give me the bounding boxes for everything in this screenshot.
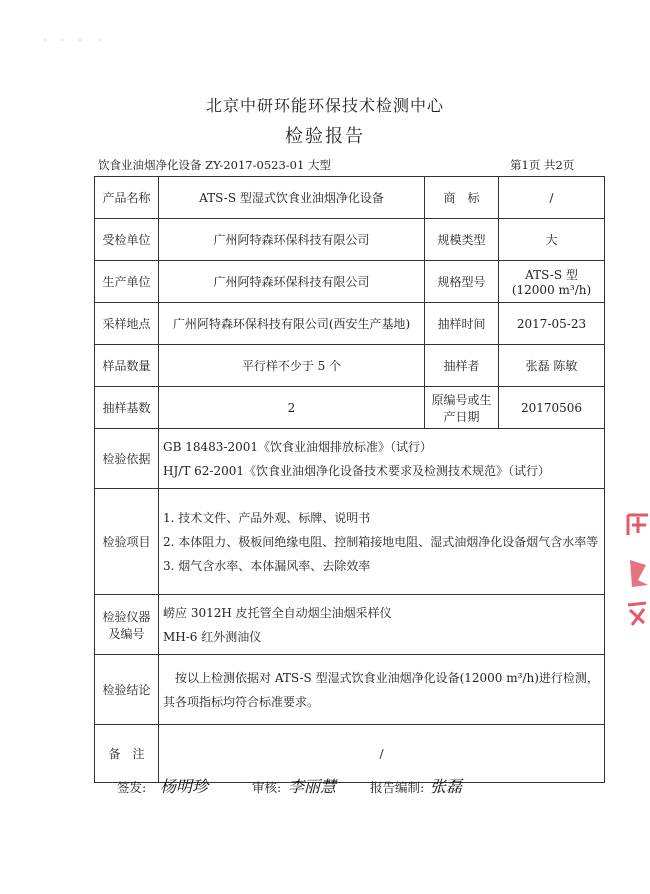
maker-label: 生产单位	[95, 261, 159, 303]
orig-value: 20170506	[499, 387, 605, 429]
table-row	[95, 387, 605, 429]
table-row	[95, 595, 605, 655]
report-title: 检验报告	[285, 126, 365, 147]
organization-name: 北京中研环能环保技术检测中心	[205, 96, 444, 115]
items-label: 检验项目	[95, 489, 159, 595]
page-number: 第1页 共2页	[510, 158, 575, 172]
model-value	[499, 261, 605, 303]
model-capacity: (12000 m³/h)	[511, 283, 592, 297]
product-name-label: 产品名称	[95, 177, 159, 219]
remark-value: /	[159, 725, 605, 783]
table-row	[95, 177, 605, 219]
remark-label: 备 注	[95, 725, 159, 783]
model-label: 规格型号	[425, 261, 499, 303]
date-label: 抽样时间	[425, 303, 499, 345]
sampler-value: 张磊 陈敏	[499, 345, 605, 387]
item-line: 1. 技术文件、产品外观、标牌、说明书	[163, 510, 371, 525]
qty-label: 样品数量	[95, 345, 159, 387]
product-name-value: ATS-S 型湿式饮食业油烟净化设备	[159, 177, 425, 219]
scan-speckles	[40, 28, 120, 48]
table-row	[95, 655, 605, 725]
site-label: 采样地点	[95, 303, 159, 345]
client-value: 广州阿特森环保科技有限公司	[159, 219, 425, 261]
table-row	[95, 429, 605, 489]
instr-label: 检验仪器及编号	[95, 595, 159, 655]
model-type: ATS-S 型	[525, 268, 578, 282]
base-value: 2	[159, 387, 425, 429]
instr-line: 崂应 3012H 皮托管全自动烟尘油烟采样仪	[163, 605, 392, 620]
table-row	[95, 261, 605, 303]
sampler-label: 抽样者	[425, 345, 499, 387]
item-line: 2. 本体阻力、极板间绝缘电阻、控制箱接地电阻、湿式油烟净化设备烟气含水率等	[163, 534, 599, 549]
basis-value	[159, 429, 605, 489]
scale-label: 规模类型	[425, 219, 499, 261]
compile-label: 报告编制:	[370, 780, 425, 795]
table-row	[95, 219, 605, 261]
table-row	[95, 345, 605, 387]
report-table	[94, 176, 605, 783]
table-row	[95, 489, 605, 595]
instr-value	[159, 595, 605, 655]
date-value: 2017-05-23	[499, 303, 605, 345]
maker-value: 广州阿特森环保科技有限公司	[159, 261, 425, 303]
qty-value: 平行样不少于 5 个	[159, 345, 425, 387]
table-row	[95, 303, 605, 345]
basis-line: GB 18483-2001《饮食业油烟排放标准》（试行）	[163, 439, 432, 454]
document-id: 饮食业油烟净化设备 ZY-2017-0523-01 大型	[98, 158, 331, 172]
sign-signature: 杨明珍	[160, 777, 209, 796]
site-value: 广州阿特森环保科技有限公司(西安生产基地)	[159, 303, 425, 345]
items-value	[159, 489, 605, 595]
trademark-value: /	[499, 177, 605, 219]
instr-line: MH-6 红外测油仪	[163, 629, 262, 644]
client-label: 受检单位	[95, 219, 159, 261]
orig-label: 原编号或生产日期	[425, 387, 499, 429]
scale-value: 大	[499, 219, 605, 261]
review-label: 审核:	[252, 780, 282, 795]
conclusion-label: 检验结论	[95, 655, 159, 725]
compile-signature: 张磊	[430, 777, 463, 796]
review-signature: 李丽慧	[288, 777, 337, 796]
trademark-label: 商 标	[425, 177, 499, 219]
sign-label: 签发:	[117, 780, 147, 795]
conclusion-value: 按以上检测依据对 ATS-S 型湿式饮食业油烟净化设备(12000 m³/h)进行检测，其各项指标均符合标准要求。	[159, 655, 605, 725]
basis-line: HJ/T 62-2001《饮食业油烟净化设备技术要求及检测技术规范》（试行）	[163, 463, 551, 478]
base-label: 抽样基数	[95, 387, 159, 429]
basis-label: 检验依据	[95, 429, 159, 489]
red-seal-icon	[618, 505, 650, 635]
item-line: 3. 烟气含水率、本体漏风率、去除效率	[163, 558, 371, 573]
